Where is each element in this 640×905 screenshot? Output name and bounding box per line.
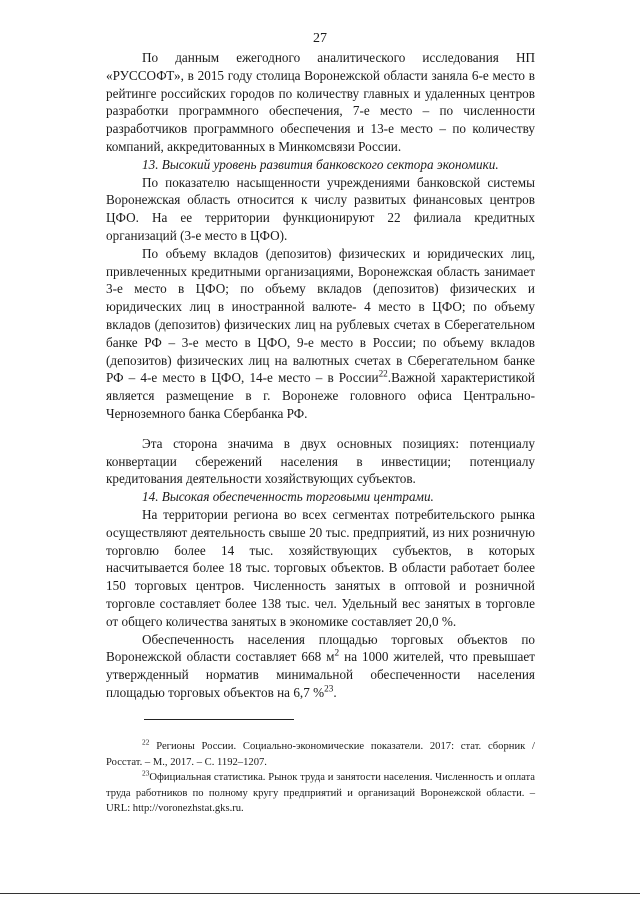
section-heading-trade: 14. Высокая обеспеченность торговыми центрами. [142,489,434,505]
section-heading-banking: 13. Высокий уровень развития банковского сектора экономики. [142,156,499,172]
footnote-divider [144,719,294,720]
paragraph-conversion-potential: Эта сторона значима в двух основных позициях: потенциалу конвертации сбережений населения в инвестиции; потенциалу кредитования деятельности хозяйствующих субъектов. [106,435,535,487]
footnote-23: $^{23}$Официальная статистика. Рынок труда и занятости населения. Численность и оплата труда работников по полному кругу предприятий и организаций Воронежской области. – URL: http://voronezhstat.gks.ru. [106,768,535,814]
paragraph-banking-saturation: По показателю насыщенности учреждениями банковской системы Воронежская область относится к числу развитых финансовых центров ЦФО. На ее территории функционируют 22 филиала кредитных организаций (3-е место в ЦФО). [106,174,535,243]
footnote-22: $^{22}$ Регионы России. Социально-экономические показатели. 2017: стат. сборник / Росстат. – М., 2017. – С. 1192–1207. [106,737,535,768]
footnote-ref-22: 22 [378,368,388,379]
superscript-2: 2 [334,647,340,658]
body-text [106,49,535,702]
page-number: 27 [313,31,327,46]
paragraph-russoft-ranking: По данным ежегодного аналитического исследования НП «РУССОФТ», в 2015 году столица Воронежской области заняла 6-е место в рейтинге российских городов по количеству главных и удаленных центров разработки программного обеспечения, 7-е место – по численности разработчиков программного обеспечения и 13-е место – по количеству компаний, аккредитованных в Минкомсвязи России. [106,50,535,154]
paragraph-retail-area: Обеспеченность населения площадью торговых объектов по Воронежской области составляет 668 $м^2$ на 1000 жителей, что превышает утвержденный норматив минимальной обеспеченности населения площадью торговых объектов на 6,7 %$^{23}$. [106,631,535,700]
scan-bottom-edge [0,893,640,894]
footnote-ref-23: 23 [324,683,334,694]
footnote-mark-22: 22 [142,737,150,747]
footnotes [106,739,535,817]
paragraph-consumer-market: На территории региона во всех сегментах потребительского рынка осуществляют деятельность свыше 20 тыс. предприятий, из них розничную торговлю более 14 тыс. хозяйствующих субъектов, в которых насчитывается более 18 тыс. торговых объектов. В области работает более 150 торговых центров. Численность занятых в оптовой и розничной торговле составляет более 138 тыс. чел. Удельный вес занятых в торговле от общего количества занятых в экономике составляет 20,0 %. [106,506,535,629]
paragraph-deposits: По объему вкладов (депозитов) физических и юридических лиц, привлеченных кредитными организациями, Воронежская область занимает 3-е место в ЦФО; по объему вкладов (депозитов) физических и юридических лиц в иностранной валюте- 4 место в ЦФО; по объему вкладов (депозитов) физических лиц на рублевых счетах в Сберегательном банке РФ – 3-е место в ЦФО, 9-е место в России; по объему вкладов (депозитов) физических лиц на валютных счетах в Сберегательном банке РФ – 4-е место в ЦФО, 14-е место – в России$^{22}$.Важной характеристикой является размещение в г. Воронеже головного офиса Центрально-Черноземного банка Сбербанка РФ. [106,245,535,421]
footnote-mark-23: 23 [142,768,150,778]
